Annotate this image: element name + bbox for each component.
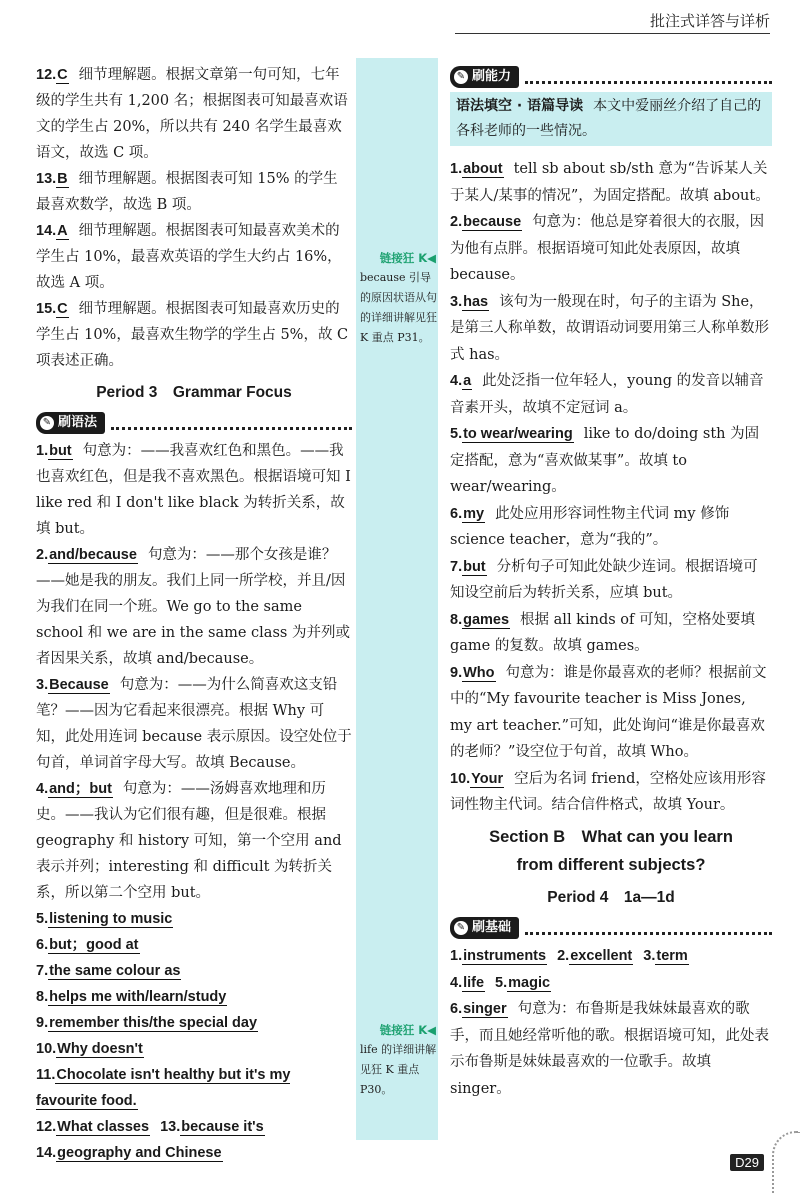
left-column xyxy=(36,62,352,1166)
item-number: 10. xyxy=(36,1041,57,1057)
answer-key: because xyxy=(463,214,522,230)
answer-key: listening to music xyxy=(49,911,173,927)
short-answer-12-13 xyxy=(36,1114,352,1140)
explanation: 细节理解题。根据文章第一句可知，七年级的学生共有 1,200 名；根据图表可知最喜欢语文的学生占 20%，所以共有 240 名学生最喜欢语文，故选 C 项。 xyxy=(36,67,348,161)
short-answer-6 xyxy=(36,932,352,958)
item-number: 3. xyxy=(450,293,463,310)
answer-key: and/because xyxy=(49,547,137,563)
item-number: 10. xyxy=(450,770,471,787)
answer-item-12 xyxy=(36,62,352,166)
basics-badge xyxy=(450,917,519,939)
ability-item-9 xyxy=(450,660,772,766)
item-number: 5. xyxy=(495,974,508,991)
answer-key: geography and Chinese xyxy=(57,1145,222,1161)
explanation: 根据 all kinds of 可知，空格处要填 game 的复数。故填 games。 xyxy=(450,611,755,654)
period-3-title: Period 3 Grammar Focus xyxy=(96,384,292,401)
answer-key: A xyxy=(57,223,68,239)
passage-intro xyxy=(450,92,772,146)
item-number: 2. xyxy=(557,948,570,964)
item-number: 6. xyxy=(450,1001,463,1017)
item-number: 8. xyxy=(450,611,463,628)
item-number: 14. xyxy=(36,1145,57,1161)
explanation: tell sb about sb/sth 意为“告诉某人关于某人/某事的情况”，为固定搭配。故填 about。 xyxy=(450,161,770,204)
item-number: 3. xyxy=(643,948,656,964)
grammar-badge-row xyxy=(36,412,352,434)
item-number: 4. xyxy=(36,781,49,797)
explanation: 句意为：——那个女孩是谁？——她是我的朋友。我们上同一所学校，并且/因为我们在同一个班。We go to the same school 和 we are in the same class 为并列或者因果关系，故填 and/because。 xyxy=(36,547,350,667)
header-title: 批注式详答与详析 xyxy=(649,12,770,30)
item-number: 6. xyxy=(450,505,463,522)
page-number: D29 xyxy=(730,1154,764,1171)
answer-item-14 xyxy=(36,218,352,296)
explanation: 此处应用形容词性物主代词 my 修饰 science teacher，意为“我的”。 xyxy=(450,505,730,548)
section-b-title xyxy=(450,823,772,879)
item-number: 9. xyxy=(450,664,463,681)
section-title-line-1: Section B What can you learn xyxy=(489,827,733,846)
explanation: 句意为：谁是你最喜欢的老师？根据前文中的“My favourite teacher is Miss Jones, my art teacher.”可知，此处询问“谁是你最喜欢的老师？”设空位于句首，故填 Who。 xyxy=(450,664,767,760)
short-answer-9 xyxy=(36,1010,352,1036)
answer-key: but xyxy=(49,443,72,459)
short-answer-10 xyxy=(36,1036,352,1062)
item-number: 2. xyxy=(36,547,49,563)
ability-item-5 xyxy=(450,421,772,501)
item-number: 14. xyxy=(36,223,57,239)
short-answer-5 xyxy=(36,906,352,932)
intro-label: 语法填空 · 语篇导读 xyxy=(456,98,584,114)
short-answer-8 xyxy=(36,984,352,1010)
answer-key: Your xyxy=(471,770,504,787)
dotted-rule xyxy=(111,417,352,430)
short-answer-7 xyxy=(36,958,352,984)
item-number: 13. xyxy=(36,171,57,187)
answer-key: term xyxy=(656,948,688,964)
answer-key: Because xyxy=(49,677,109,693)
item-number: 5. xyxy=(36,911,49,927)
right-column xyxy=(450,62,772,1102)
answer-key: games xyxy=(463,611,510,628)
item-number: 6. xyxy=(36,937,49,953)
item-number: 7. xyxy=(450,558,463,575)
answer-key: magic xyxy=(508,974,551,991)
badge-label: 刷语法 xyxy=(58,415,98,430)
basics-line-1 xyxy=(450,943,772,970)
item-number: 3. xyxy=(36,677,49,693)
grammar-item-4 xyxy=(36,776,352,906)
short-answer-11 xyxy=(36,1062,352,1114)
item-number: 4. xyxy=(450,373,463,389)
item-number: 1. xyxy=(450,161,463,177)
brush-icon: ✎ xyxy=(40,416,54,430)
item-number: 1. xyxy=(450,948,463,964)
answer-key: helps me with/learn/study xyxy=(49,989,227,1005)
answer-key: and；but xyxy=(49,781,112,797)
answer-key: because it's xyxy=(181,1119,264,1135)
item-number: 4. xyxy=(450,974,463,991)
answer-key: instruments xyxy=(463,948,547,964)
link-note-text: because 引导的原因状语从句的详细讲解见狂 K 重点 P31。 xyxy=(360,271,437,344)
basics-line-2 xyxy=(450,970,772,997)
section-title-line-2: from different subjects? xyxy=(516,855,706,874)
explanation: 句意为：他总是穿着很大的衣服，因为他有点胖。根据语境可知此处表原因，故填 because。 xyxy=(450,214,765,283)
explanation: 空后为名词 friend，空格处应该用形容词性物主代词。结合信件格式，故填 Your。 xyxy=(450,770,766,813)
item-number: 7. xyxy=(36,963,49,979)
answer-item-13 xyxy=(36,166,352,218)
item-number: 9. xyxy=(36,1015,49,1031)
header-rule xyxy=(455,33,770,34)
item-number: 1. xyxy=(36,443,49,459)
answer-key: has xyxy=(463,293,489,310)
answer-key: Who xyxy=(463,664,495,681)
answer-key: remember this/the special day xyxy=(49,1015,258,1031)
link-note-life xyxy=(360,1020,438,1100)
badge-label: 刷基础 xyxy=(472,920,512,935)
answer-key: a xyxy=(463,373,472,389)
explanation: 句意为：——我喜欢红色和黑色。——我也喜欢红色，但是我不喜欢黑色。根据语境可知 I like red 和 I don't like black 为转折关系，故填 but。 xyxy=(36,443,351,537)
item-number: 11. xyxy=(36,1067,56,1083)
answer-key: What classes xyxy=(57,1119,150,1135)
answer-key: about xyxy=(463,161,503,177)
ability-item-4 xyxy=(450,368,772,421)
ability-item-7 xyxy=(450,554,772,607)
ability-badge xyxy=(450,66,519,88)
explanation: 句意为：布鲁斯是我妹妹最喜欢的歌手，而且她经常听他的歌。根据语境可知，此处表示布鲁斯是妹妹最喜欢的一位歌手。故填 singer。 xyxy=(450,1001,769,1097)
grammar-item-2 xyxy=(36,542,352,672)
explanation: 细节理解题。根据图表可知 15% 的学生最喜欢数学，故选 B 项。 xyxy=(36,171,338,213)
answer-key: excellent xyxy=(570,948,633,964)
answer-item-15 xyxy=(36,296,352,374)
explanation: 细节理解题。根据图表可知最喜欢历史的学生占 10%，最喜欢生物学的学生占 5%，故 C 项表述正确。 xyxy=(36,301,349,369)
explanation: 分析句子可知此处缺少连词。根据语境可知设空前后为转折关系，应填 but。 xyxy=(450,558,758,601)
answer-key: C xyxy=(57,67,68,83)
explanation: 此处泛指一位年轻人，young 的发音以辅音音素开头，故填不定冠词 a。 xyxy=(450,373,764,416)
item-number: 2. xyxy=(450,214,463,230)
answer-key: singer xyxy=(463,1001,507,1017)
answer-key: my xyxy=(463,505,485,522)
period-4-title: Period 4 1a—1d xyxy=(547,888,675,906)
brush-icon: ✎ xyxy=(454,70,468,84)
ability-badge-row xyxy=(450,66,772,88)
explanation: 句意为：——汤姆喜欢地理和历史。——我认为它们很有趣，但是很难。根据 geography 和 history 可知，第一个空用 and 表示并列；interesting 和 difficult 为转折关系，所以第二个空用 but。 xyxy=(36,781,342,901)
answer-key: life xyxy=(463,974,485,991)
grammar-item-3 xyxy=(36,672,352,776)
basics-item-6 xyxy=(450,996,772,1102)
basics-badge-row xyxy=(450,917,772,939)
item-number: 12. xyxy=(36,67,57,83)
item-number: 5. xyxy=(450,426,463,442)
answer-key: but xyxy=(463,558,486,575)
answer-key: Chocolate isn't healthy but it's my favourite food. xyxy=(36,1067,291,1109)
ability-item-10 xyxy=(450,766,772,819)
explanation: 该句为一般现在时，句子的主语为 She，是第三人称单数，故谓语动词要用第三人称单数形式 has。 xyxy=(450,293,769,363)
explanation: 细节理解题。根据图表可知最喜欢美术的学生占 10%，最喜欢英语的学生大约占 16%，故选 A 项。 xyxy=(36,223,342,291)
ability-item-2 xyxy=(450,209,772,289)
answer-key: but；good at xyxy=(49,937,139,953)
item-number: 13. xyxy=(160,1119,181,1135)
explanation: like to do/doing sth 为固定搭配，意为“喜欢做某事”。故填 to wear/wearing。 xyxy=(450,426,760,495)
item-number: 8. xyxy=(36,989,49,1005)
answer-key: the same colour as xyxy=(49,963,181,979)
link-note-text: life 的详细讲解见狂 K 重点 P30。 xyxy=(360,1043,437,1096)
ability-item-8 xyxy=(450,607,772,660)
dotted-rule xyxy=(525,922,772,935)
link-tag: 链接狂 K◀ xyxy=(379,1023,436,1037)
grammar-item-1 xyxy=(36,438,352,542)
answer-key: B xyxy=(57,171,68,187)
intro-text: 本文中爱丽丝介绍了自己的各科老师的一些情况。 xyxy=(456,98,762,139)
explanation: 句意为：——为什么简喜欢这支铅笔？——因为它看起来很漂亮。根据 Why 可知，此处用连词 because 表示原因。设空处位于句首，单词首字母大写。故填 Because。 xyxy=(36,677,352,771)
ability-item-1 xyxy=(450,156,772,209)
link-tag: 链接狂 K◀ xyxy=(379,251,436,265)
item-number: 15. xyxy=(36,301,57,317)
dotted-rule xyxy=(525,71,772,84)
answer-key: C xyxy=(57,301,68,317)
link-note-because xyxy=(360,248,438,348)
ability-item-6 xyxy=(450,501,772,554)
badge-label: 刷能力 xyxy=(472,69,512,84)
brush-icon: ✎ xyxy=(454,921,468,935)
ability-item-3 xyxy=(450,289,772,369)
short-answer-14 xyxy=(36,1140,352,1166)
answer-key: Why doesn't xyxy=(57,1041,143,1057)
corner-decoration xyxy=(772,1131,800,1193)
item-number: 12. xyxy=(36,1119,57,1135)
answer-key: to wear/wearing xyxy=(463,426,573,442)
annotation-strip xyxy=(356,58,438,1140)
grammar-badge xyxy=(36,412,105,434)
